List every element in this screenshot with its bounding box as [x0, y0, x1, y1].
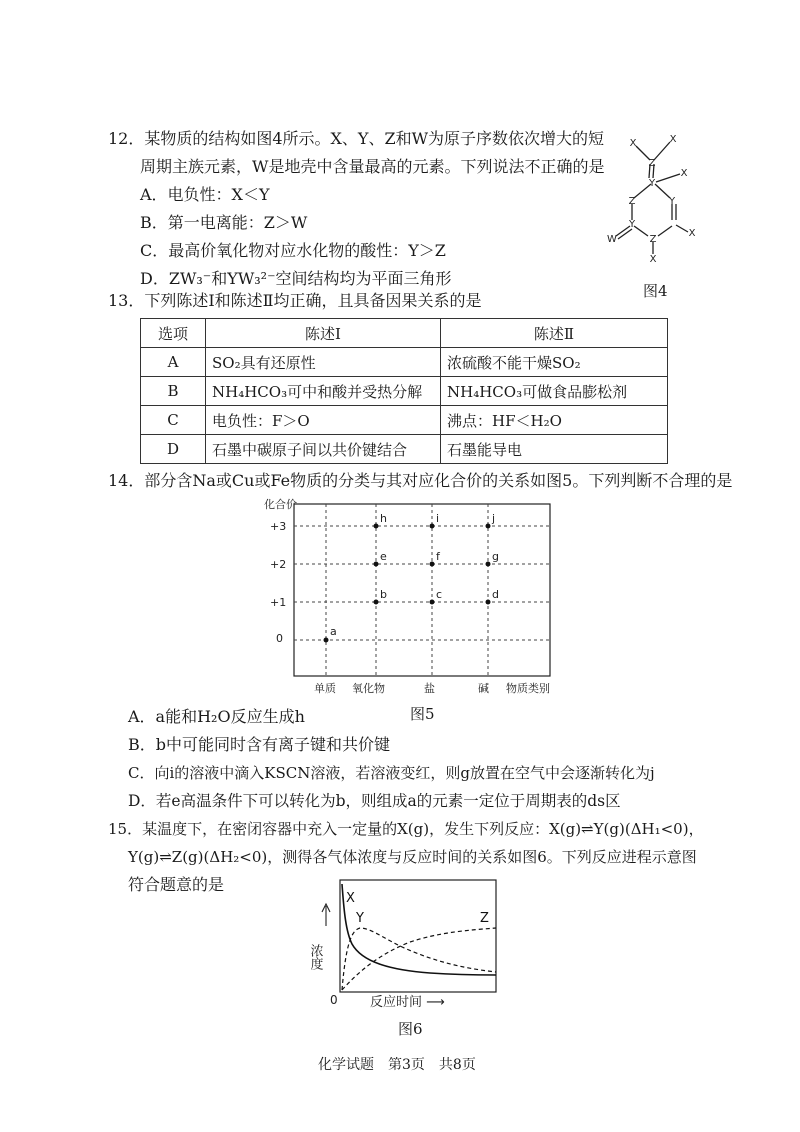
- q15-stem-line3: 符合题意的是: [128, 875, 225, 894]
- q12-option-a: A．电负性：X＜Y: [140, 185, 270, 204]
- point-label: b: [380, 588, 387, 601]
- x-tick: 氧化物: [352, 682, 385, 695]
- point-label: c: [436, 588, 443, 601]
- point-h: [374, 524, 379, 529]
- atom-label: Y: [628, 219, 636, 230]
- x-tick: 碱: [478, 682, 489, 695]
- row-statement-2: 石墨能导电: [441, 435, 668, 464]
- figure6-chart: [300, 872, 510, 1012]
- point-f: [430, 562, 435, 567]
- point-label: f: [436, 550, 440, 563]
- x-tick: 单质: [314, 682, 336, 695]
- point-j: [486, 524, 491, 529]
- y-tick: 0: [276, 632, 283, 645]
- row-option: C: [141, 406, 206, 435]
- point-c: [430, 600, 435, 605]
- y-tick: +1: [270, 596, 287, 609]
- q13-stem: 13．下列陈述Ⅰ和陈述Ⅱ均正确，且具备因果关系的是: [108, 291, 482, 310]
- q12-option-d: D．ZW₃⁻和YW₃²⁻空间结构均为平面三角形: [140, 269, 452, 288]
- x-axis-title: 物质类别: [506, 682, 550, 695]
- x-axis-label: 反应时间 ⟶: [370, 995, 445, 1010]
- atom-label: X: [669, 134, 677, 145]
- q12-option-c: C．最高价氧化物对应水化物的酸性：Y＞Z: [140, 241, 446, 260]
- page-footer: 化学试题 第3页 共8页: [318, 1057, 476, 1073]
- atom-label: Z: [648, 158, 656, 169]
- plot-frame: [294, 504, 550, 676]
- series-label-y: Y: [356, 911, 364, 926]
- q14-stem: 14．部分含Na或Cu或Fe物质的分类与其对应化合价的关系如图5。下列判断不合理的是: [108, 471, 733, 490]
- row-statement-2: 浓硫酸不能干燥SO₂: [441, 348, 668, 377]
- table-row: [141, 348, 668, 377]
- atom-label: Y: [648, 178, 656, 189]
- row-statement-2: 沸点：HF＜H₂O: [441, 406, 668, 435]
- figure5-chart: [260, 494, 560, 704]
- point-label: e: [380, 550, 387, 563]
- point-g: [486, 562, 491, 567]
- table-row: [141, 406, 668, 435]
- curve-z: [342, 928, 496, 990]
- y-axis-label: 浓度: [307, 944, 323, 970]
- point-label: j: [492, 512, 496, 525]
- figure6-caption: 图6: [398, 1020, 423, 1038]
- row-option: B: [141, 377, 206, 406]
- q14-option-d: D．若e高温条件下可以转化为b，则组成a的元素一定位于周期表的ds区: [128, 792, 621, 810]
- row-statement-1: 石墨中碳原子间以共价键结合: [206, 435, 441, 464]
- q14-option-c: C．向i的溶液中滴入KSCN溶液，若溶液变红，则g放置在空气中会逐渐转化为j: [128, 764, 655, 782]
- q15-stem-line1: 15．某温度下，在密闭容器中充入一定量的X(g)，发生下列反应：X(g)⇌Y(g)(ΔH₁<0)，: [108, 820, 704, 838]
- table-row: [141, 377, 668, 406]
- q13-table: [140, 318, 668, 464]
- point-label: i: [436, 512, 440, 525]
- header-statement-1: 陈述Ⅰ: [206, 319, 441, 348]
- y-tick: +2: [270, 558, 287, 571]
- q12-stem-line2: 周期主族元素，W是地壳中含量最高的元素。下列说法不正确的是: [140, 157, 605, 176]
- q14-option-a: A．a能和H₂O反应生成h: [128, 707, 305, 726]
- atom-label: Z: [628, 196, 636, 207]
- atom-label: Y: [668, 196, 676, 207]
- atom-label: W: [607, 234, 617, 245]
- atom-label: X: [649, 254, 657, 265]
- figure4-structure: [600, 128, 710, 278]
- row-statement-1: NH₄HCO₃可中和酸并受热分解: [206, 377, 441, 406]
- figure5-caption: 图5: [410, 705, 435, 723]
- atom-label: Z: [649, 234, 657, 245]
- point-label: h: [380, 512, 387, 525]
- atom-label: X: [680, 168, 688, 179]
- q12-option-b: B．第一电离能：Z＞W: [140, 213, 308, 232]
- series-label-x: X: [346, 891, 355, 906]
- origin-label: 0: [330, 993, 338, 1007]
- x-tick: 盐: [424, 682, 435, 695]
- y-axis-title: 化合价: [264, 498, 297, 511]
- row-statement-1: 电负性：F＞O: [206, 406, 441, 435]
- atom-label: X: [688, 228, 696, 239]
- table-header-row: [141, 319, 668, 348]
- point-label: a: [330, 625, 337, 638]
- figure4-caption: 图4: [643, 282, 668, 300]
- atom-label: X: [629, 138, 637, 149]
- row-statement-2: NH₄HCO₃可做食品膨松剂: [441, 377, 668, 406]
- header-option: 选项: [141, 319, 206, 348]
- point-i: [430, 524, 435, 529]
- row-option: D: [141, 435, 206, 464]
- header-statement-2: 陈述Ⅱ: [441, 319, 668, 348]
- row-statement-1: SO₂具有还原性: [206, 348, 441, 377]
- point-e: [374, 562, 379, 567]
- curve-y: [342, 928, 496, 990]
- q15-stem-line2: Y(g)⇌Z(g)(ΔH₂<0)，测得各气体浓度与反应时间的关系如图6。下列反应进程示意图: [128, 848, 697, 866]
- point-b: [374, 600, 379, 605]
- table-row: [141, 435, 668, 464]
- point-label: d: [492, 588, 499, 601]
- row-option: A: [141, 348, 206, 377]
- q12-stem-line1: 12．某物质的结构如图4所示。X、Y、Z和W为原子序数依次增大的短: [108, 129, 605, 148]
- point-d: [486, 600, 491, 605]
- q14-option-b: B．b中可能同时含有离子键和共价键: [128, 735, 391, 754]
- point-label: g: [492, 550, 499, 563]
- series-label-z: Z: [480, 911, 489, 926]
- y-tick: +3: [270, 520, 287, 533]
- point-a: [324, 638, 329, 643]
